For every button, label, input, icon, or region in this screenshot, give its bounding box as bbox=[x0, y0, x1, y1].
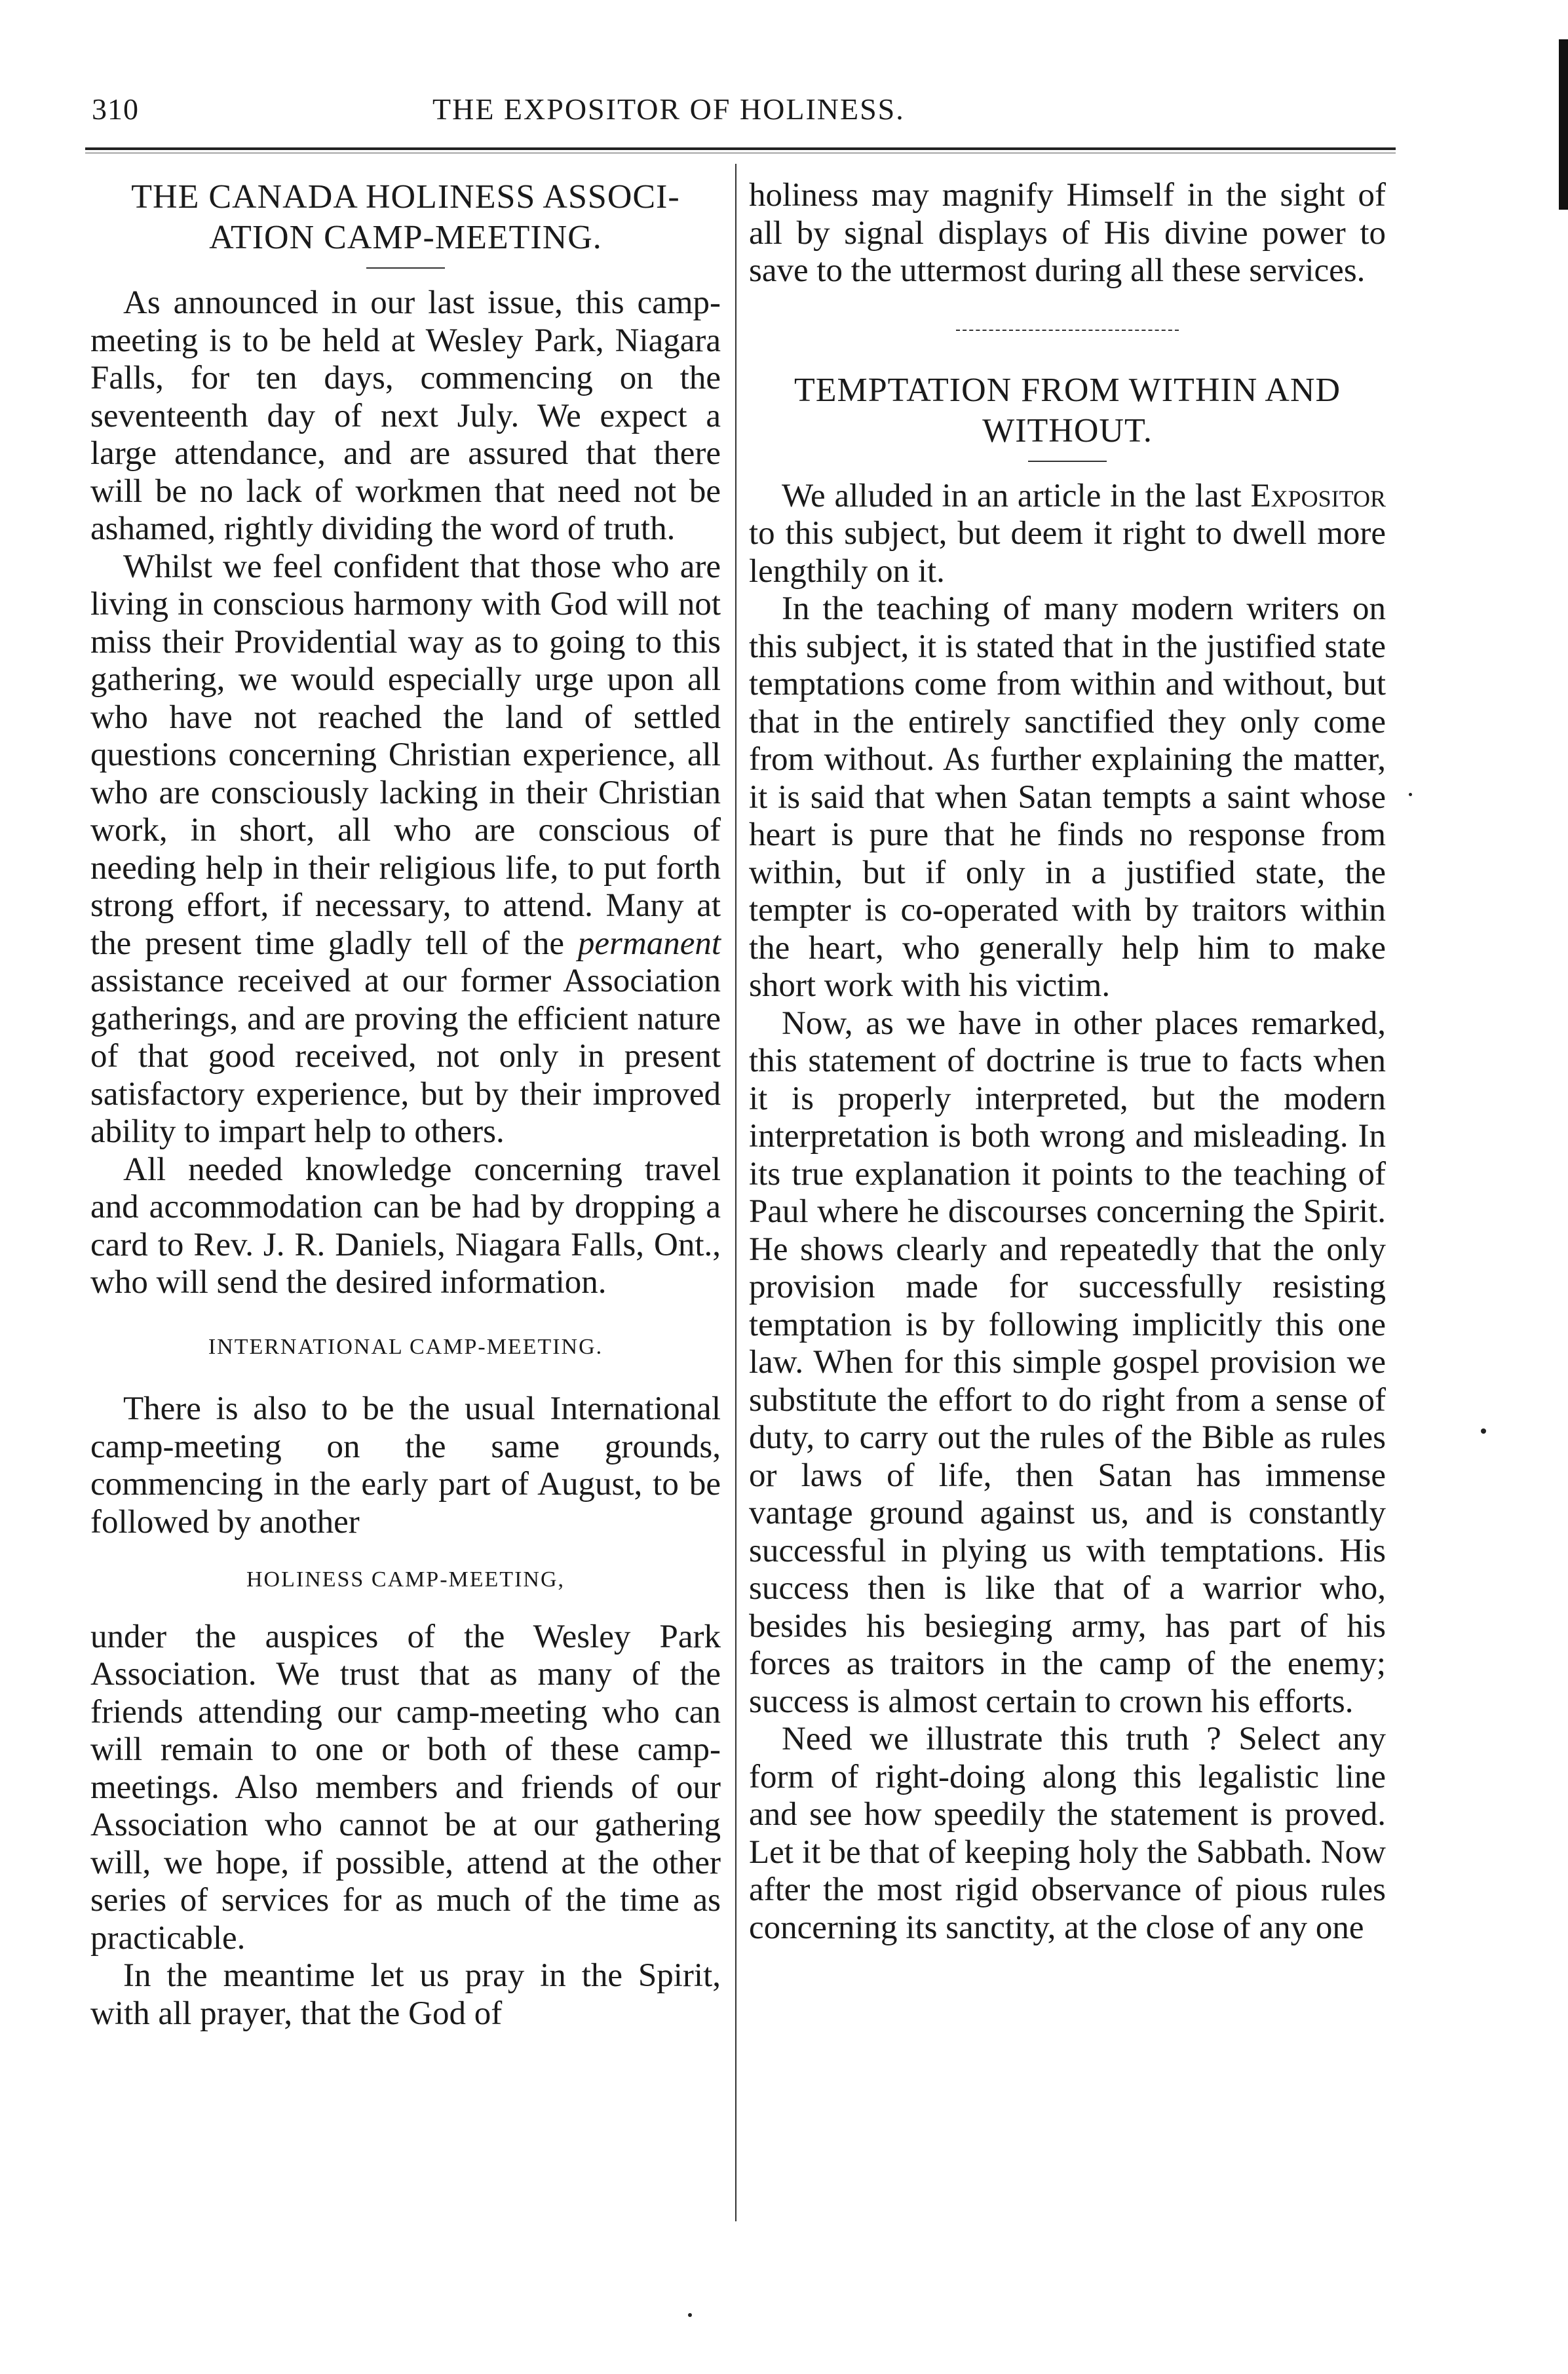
page-number: 310 bbox=[92, 92, 139, 126]
section-rule bbox=[956, 330, 1179, 331]
left-column bbox=[90, 177, 721, 2033]
paragraph: We alluded in an article in the last Expositor to this subject, but deem it right to dwell more lengthily on it. bbox=[749, 477, 1386, 590]
small-caps-word: Expositor bbox=[1250, 477, 1386, 514]
ink-speck bbox=[688, 2313, 692, 2317]
paragraph: There is also to be the usual International camp-meeting on the same grounds, commencing in the early part of August, to be followed by another bbox=[90, 1390, 721, 1541]
paragraph: under the auspices of the Wesley Park Association. We trust that as many of the friends attending our camp-meeting who can will remain to one or both of these camp-meetings. Also members and friends of our Association who cannot be at our gathering will, we hope, if possible, attend at the other series of services for as much of the time as practicable. bbox=[90, 1618, 721, 1957]
title-rule bbox=[366, 267, 445, 269]
article-title-canada-camp-meeting: THE CANADA HOLINESS ASSOCI-ATION CAMP-MEETING. bbox=[131, 178, 680, 256]
paragraph: holiness may magnify Himself in the sight of all by signal displays of His divine power to save to the uttermost during all these services. bbox=[749, 177, 1386, 289]
paragraph: In the meantime let us pray in the Spirit, with all prayer, that the God of bbox=[90, 1957, 721, 2032]
journal-title: THE EXPOSITOR OF HOLINESS. bbox=[432, 92, 905, 126]
title-rule bbox=[1028, 461, 1107, 462]
article-title-temptation: TEMPTATION FROM WITHIN AND WITHOUT. bbox=[794, 371, 1341, 450]
paragraph: All needed knowledge concerning travel and accommodation can be had by dropping a card to Rev. J. R. Daniels, Niagara Falls, Ont., who will send the desired information. bbox=[90, 1151, 721, 1301]
paragraph: In the teaching of many modern writers on this subject, it is stated that in the justified state temptations come from within and without, but that in the entirely sanctified they only come from without. As further explaining the matter, it is said that when Satan tempts a saint whose heart is pure that he finds no response from within, but if only in a justified state, the tempter is co-operated with by traitors within the heart, who generally help him to make short work with his victim. bbox=[749, 590, 1386, 1004]
header-rule bbox=[85, 147, 1396, 150]
page-edge-mark bbox=[1559, 39, 1568, 210]
right-column bbox=[749, 177, 1386, 1947]
ink-speck bbox=[1481, 1428, 1486, 1434]
subhead-international: INTERNATIONAL CAMP-MEETING. bbox=[208, 1334, 603, 1359]
subhead-holiness: HOLINESS CAMP-MEETING, bbox=[246, 1567, 565, 1592]
paragraph: As announced in our last issue, this camp-meeting is to be held at Wesley Park, Niagara Falls, for ten days, commencing on the seventeenth day of next July. We expect a large attendance, and are assured that there will be no lack of workmen that need not be ashamed, rightly dividing the word of truth. bbox=[90, 284, 721, 547]
column-divider bbox=[735, 164, 736, 2221]
paragraph: Now, as we have in other places remarked, this statement of doctrine is true to facts when it is properly interpreted, but the modern interpretation is both wrong and misleading. In its true explanation it points to the teaching of Paul where he discourses concerning the Spirit. He shows clearly and repeatedly that the only provision made for successfully resisting temptation is by following implicitly this one law. When for this simple gospel provision we substitute the effort to do right from a sense of duty, to carry out the rules of the Bible as rules or laws of life, then Satan has immense vantage ground against us, and is constantly successful in plying us with temptations. His success then is like that of a warrior who, besides his besieging army, has part of his forces as traitors in the camp of the enemy; success is almost certain to crown his efforts. bbox=[749, 1005, 1386, 1720]
ink-speck bbox=[1409, 793, 1412, 796]
emphasis: permanent bbox=[577, 925, 721, 962]
running-head bbox=[92, 92, 1396, 138]
paragraph: Need we illustrate this truth ? Select any form of right-doing along this legalistic line and see how speedily the statement is proved. Let it be that of keeping holy the Sabbath. Now after the most rigid observance of pious rules concerning its sanctity, at the close of any one bbox=[749, 1721, 1386, 1946]
paragraph: Whilst we feel confident that those who are living in conscious harmony with God will not miss their Providential way as to going to this gathering, we would especially urge upon all who have not reached the land of settled questions concerning Christian experience, all who are consciously lacking in their Christian work, in short, all who are conscious of needing help in their religious life, to put forth strong effort, if necessary, to attend. Many at the present time gladly tell of the permanent assistance received at our former Association gatherings, and are proving the efficient nature of that good received, not only in present satisfactory experience, but by their improved ability to impart help to others. bbox=[90, 548, 721, 1150]
